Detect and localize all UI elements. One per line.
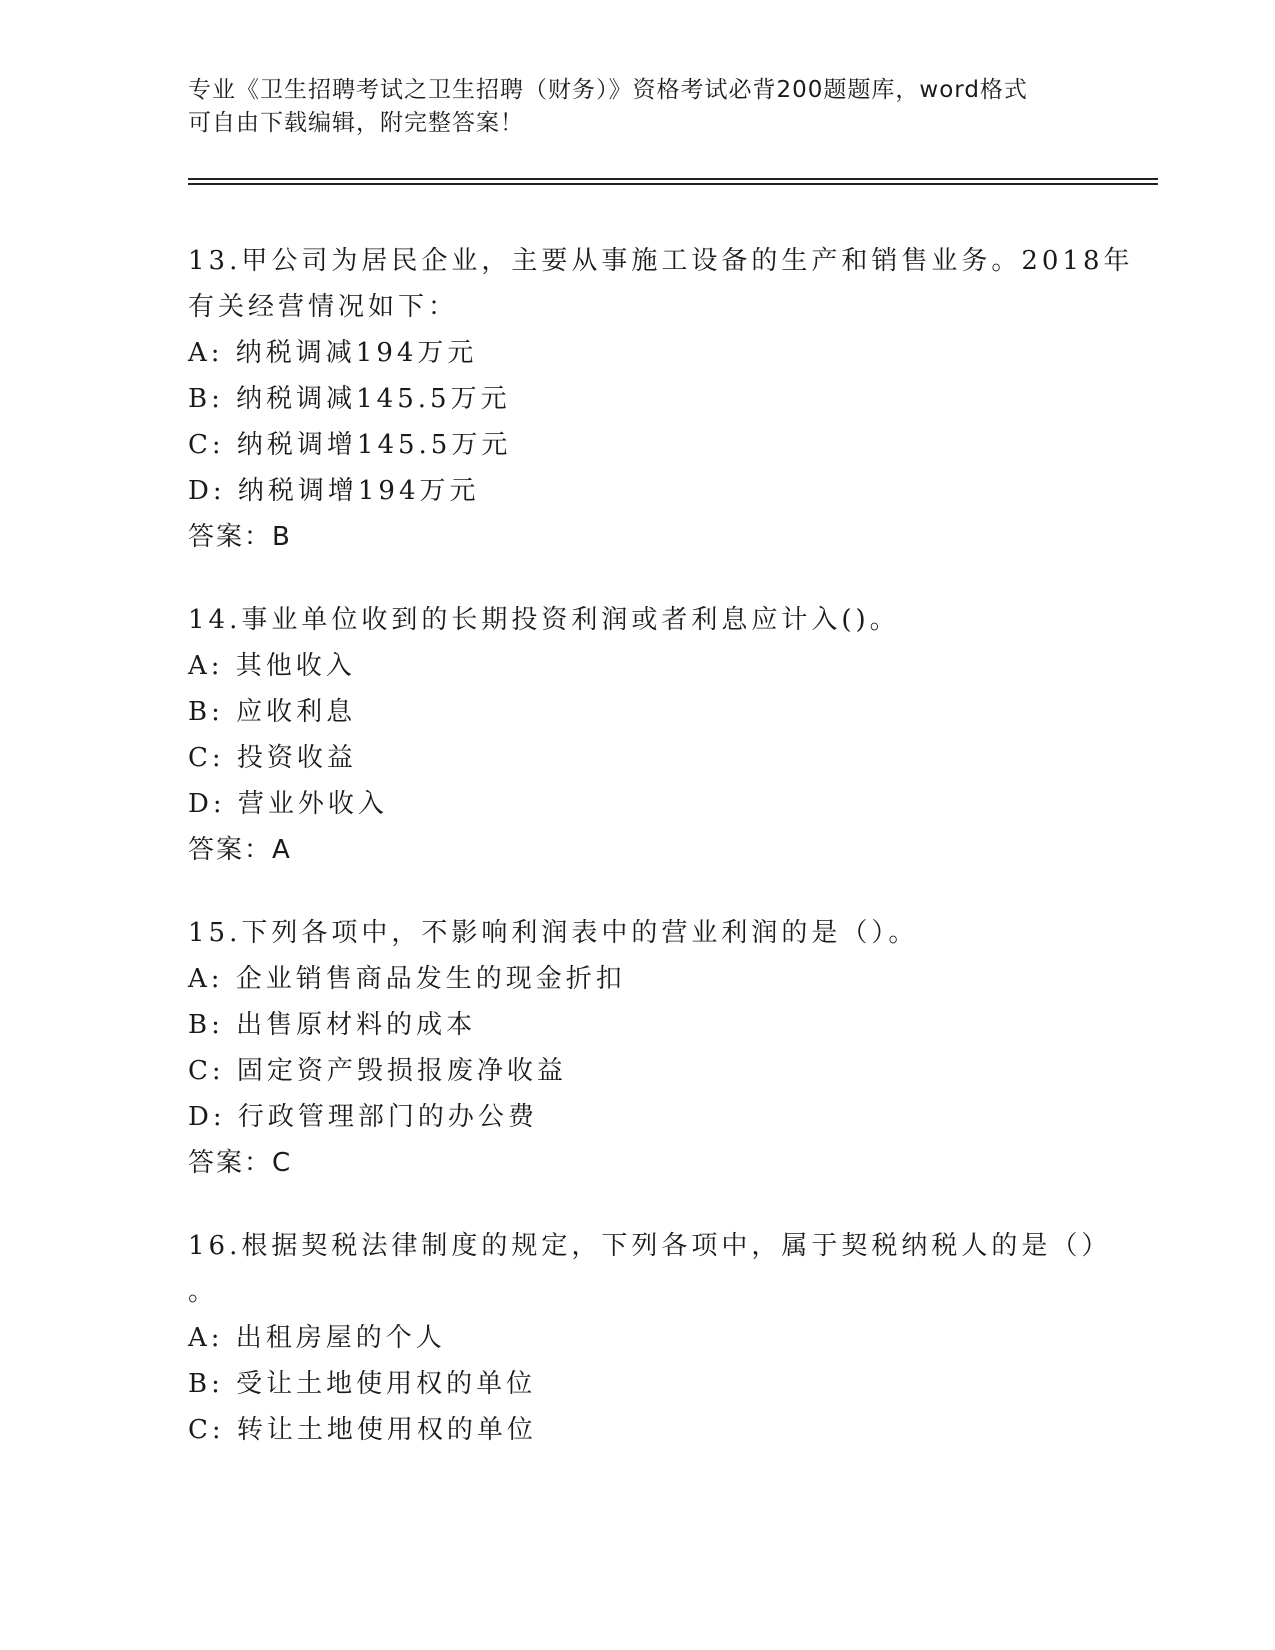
question-stem: 有关经营情况如下：: [188, 292, 459, 322]
question-option: D: 营业外收入: [188, 789, 388, 819]
question-item: [188, 597, 1088, 873]
question-item: [188, 1223, 1112, 1453]
question-option: A: 出租房屋的个人: [188, 1323, 446, 1353]
question-option: D: 行政管理部门的办公费: [188, 1102, 538, 1132]
question-stem: 15.下列各项中，不影响利润表中的营业利润的是（）。: [188, 918, 919, 948]
question-stem: 16.根据契税法律制度的规定，下列各项中，属于契税纳税人的是（）: [188, 1231, 1112, 1261]
question-option: A: 纳税调减194万元: [188, 338, 478, 368]
question-stem: 。: [188, 1277, 219, 1307]
question-item: [188, 238, 1134, 560]
document-header: [188, 74, 1088, 140]
question-option: A: 其他收入: [188, 651, 356, 681]
header-line-1: 专业《卫生招聘考试之卫生招聘（财务）》资格考试必背200题题库，word格式: [188, 77, 1028, 103]
question-answer: 答案：A: [188, 835, 292, 865]
question-option: C: 固定资产毁损报废净收益: [188, 1056, 567, 1086]
question-option: B: 出售原材料的成本: [188, 1010, 477, 1040]
question-answer: 答案：C: [188, 1148, 293, 1178]
question-option: A: 企业销售商品发生的现金折扣: [188, 964, 626, 994]
question-option: C: 纳税调增145.5万元: [188, 430, 512, 460]
question-option: B: 受让土地使用权的单位: [188, 1369, 537, 1399]
question-list: [188, 238, 1134, 1490]
question-option: B: 应收利息: [188, 697, 357, 727]
header-divider-top: [188, 178, 1158, 180]
question-item: [188, 910, 1088, 1186]
question-option: C: 转让土地使用权的单位: [188, 1415, 537, 1445]
question-answer: 答案：B: [188, 522, 292, 552]
question-option: D: 纳税调增194万元: [188, 476, 480, 506]
question-option: C: 投资收益: [188, 743, 357, 773]
header-line-2: 可自由下载编辑，附完整答案！: [188, 110, 524, 136]
header-divider-bottom: [188, 183, 1158, 185]
question-stem: 14.事业单位收到的长期投资利润或者利息应计入()。: [188, 605, 900, 635]
question-option: B: 纳税调减145.5万元: [188, 384, 511, 414]
question-stem: 13.甲公司为居民企业，主要从事施工设备的生产和销售业务。2018年: [188, 246, 1134, 276]
